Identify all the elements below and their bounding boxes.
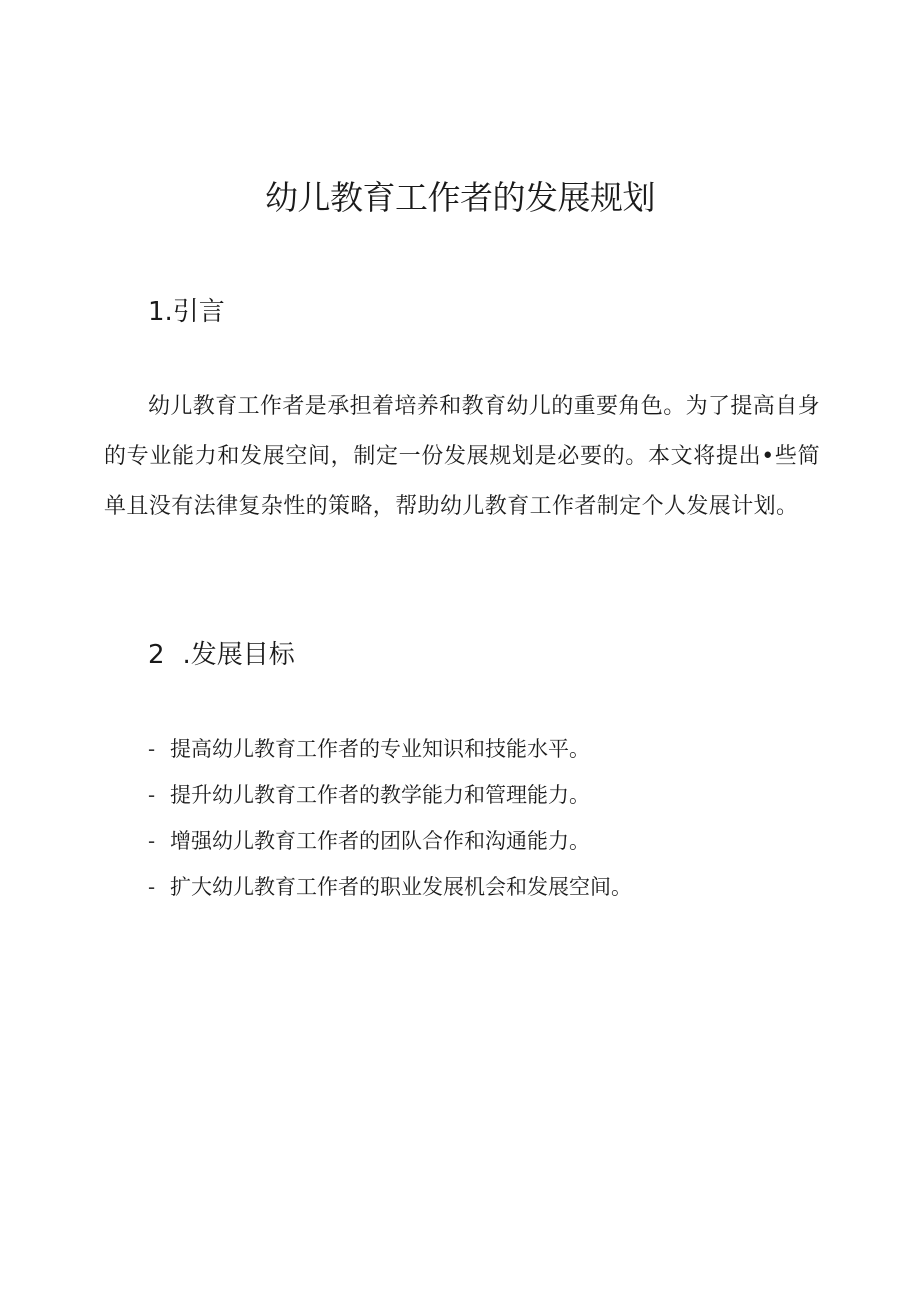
goal-item [148,818,632,864]
section-heading-goals-text: .发展目标 [182,640,295,670]
goal-item [148,772,632,818]
goal-item [148,726,632,772]
goal-text: 提高幼儿教育工作者的专业知识和技能水平。 [170,737,590,761]
introduction-paragraph: 幼儿教育工作者是承担着培养和教育幼儿的重要角色。为了提高自身的专业能力和发展空间，制定一份发展规划是必要的。本文将提出•些简单且没有法律复杂性的策略，帮助幼儿教育工作者制定个人发展计划。 [104,394,821,519]
goal-bullet: - [148,783,156,807]
goal-item [148,864,632,910]
document-title: 幼儿教育工作者的发展规划 [265,178,655,217]
section-heading-goals-number: 2 [148,640,165,670]
goal-text: 扩大幼儿教育工作者的职业发展机会和发展空间。 [170,875,632,899]
goal-bullet: - [148,829,156,853]
goals-list [148,726,632,910]
goal-text: 提升幼儿教育工作者的教学能力和管理能力。 [170,783,590,807]
section-heading-introduction: 1.引言 [148,297,225,327]
goal-bullet: - [148,737,156,761]
section-heading-goals [148,637,295,673]
goal-bullet: - [148,875,156,899]
goal-text: 增强幼儿教育工作者的团队合作和沟通能力。 [170,829,590,853]
